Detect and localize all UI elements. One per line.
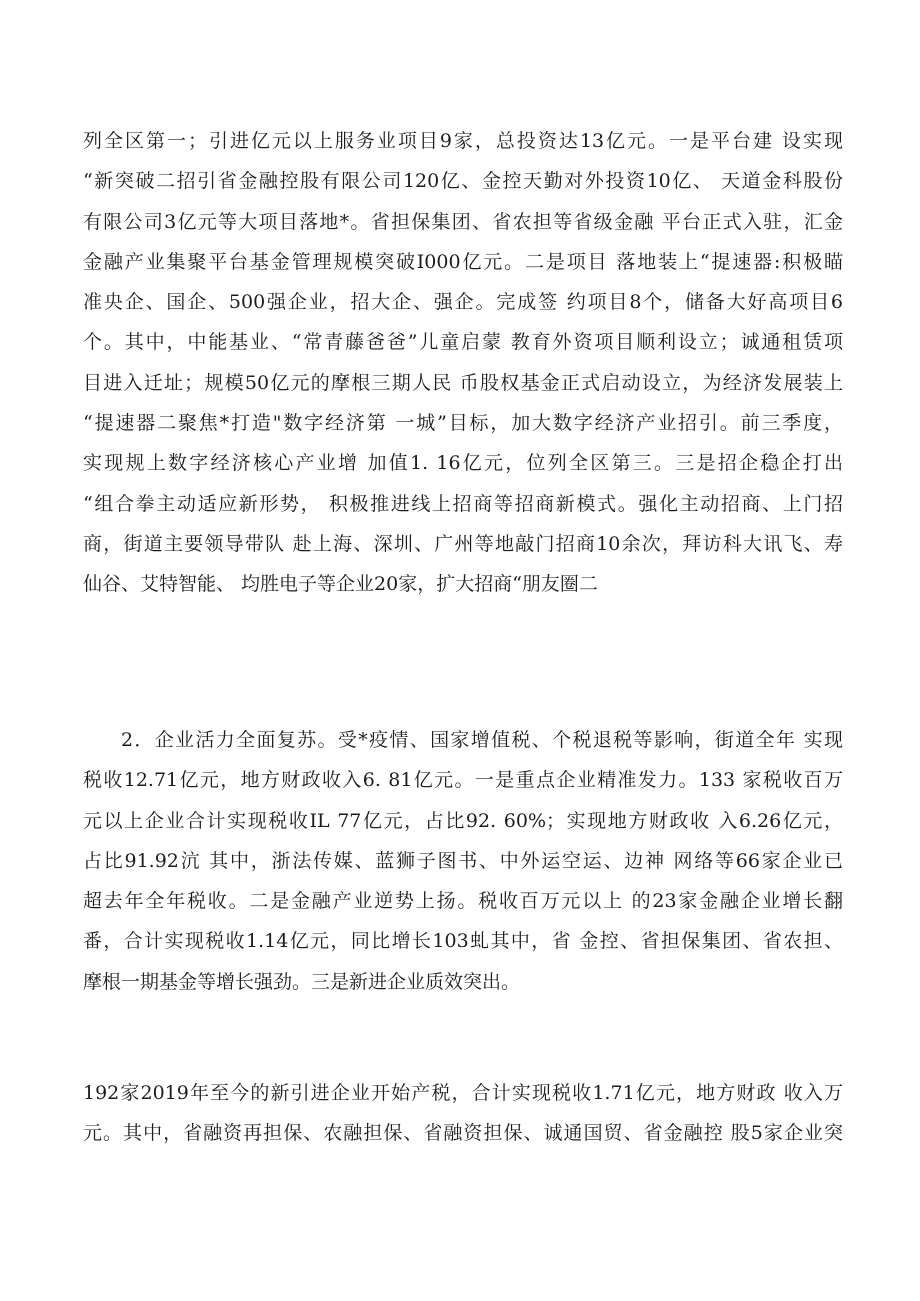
text-line: 实现规上数字经济核心产业增 加值1. 16亿元，位列全区第三。三是招企稳企打出 <box>83 452 843 475</box>
text-line: 个。其中，中能基业、“常青藤爸爸”儿童启蒙 教育外资项目顺利设立；诚通租赁项 <box>83 331 843 354</box>
text-line: 有限公司3亿元等大项目落地*。省担保集团、省农担等省级金融 平台正式入驻，汇金 <box>83 210 843 233</box>
text-line: 目进入迁址；规模50亿元的摩根三期人民 币股权基金正式启动设立，为经济发展装上 <box>83 371 843 394</box>
text-line: “提速器二聚焦*打造"数字经济第 一城”目标，加大数字经济产业招引。前三季度， <box>83 412 843 435</box>
text-line: 占比91.92沆 其中，浙法传媒、蓝狮子图书、中外运空运、边神 网络等66家企业已 <box>83 849 843 872</box>
text-line: 仙谷、艾特智能、 均胜电子等企业20家，扩大招商“朋友圈二 <box>83 573 598 596</box>
text-line: 准央企、国企、500强企业，招大企、强企。完成签 约项目8个，储备大好高项目6 <box>83 291 843 314</box>
text-line: 商，街道主要领导带队 赴上海、深圳、广州等地敲门招商10余次，拜访科大讯飞、寿 <box>83 532 843 555</box>
text-line: 元以上企业合计实现税收IL 77亿元，占比92. 60%；实现地方财政收 入6.26亿元， <box>83 809 843 832</box>
text-line: 税收12.71亿元，地方财政收入6. 81亿元。一是重点企业精准发力。133 家税收百万 <box>83 769 843 792</box>
paragraph-new-enterprises <box>83 1074 843 1153</box>
text-line: 超去年全年税收。二是金融产业逆势上扬。税收百万元以上 的23家金融企业增长翻 <box>83 890 843 913</box>
text-line: 番，合计实现税收1.14亿元，同比增长103虬其中，省 金控、省担保集团、省农担、 <box>83 930 843 953</box>
text-line: 列全区第一；引进亿元以上服务业项目9家，总投资达13亿元。一是平台建 设实现 <box>83 130 843 152</box>
text-line: 摩根一期基金等增长强劲。三是新进企业质效突出。 <box>83 970 521 993</box>
text-line: 元。其中，省融资再担保、农融担保、省融资担保、诚通国贸、省金融控 股5家企业突 <box>83 1121 843 1144</box>
text-line: “组合拳主动适应新形势， 积极推进线上招商等招商新模式。强化主动招商、上门招 <box>83 492 843 515</box>
text-line: 192家2019年至今的新引进企业开始产税，合计实现税收1.71亿元，地方财政 收入万 <box>83 1082 843 1104</box>
paragraph-enterprise-vitality <box>83 720 843 1002</box>
text-line: 2．企业活力全面复苏。受*疫情、国家增值税、个税退税等影响，街道全年 实现 <box>121 729 843 751</box>
paragraph-investment <box>83 121 843 605</box>
text-line: 金融产业集聚平台基金管理规模突破I000亿元。二是项目 落地装上“提速器:积极瞄 <box>83 250 843 273</box>
text-line: “新突破二招引省金融控股有限公司120亿、金控天勤对外投资10亿、 天道金科股份 <box>83 170 843 193</box>
